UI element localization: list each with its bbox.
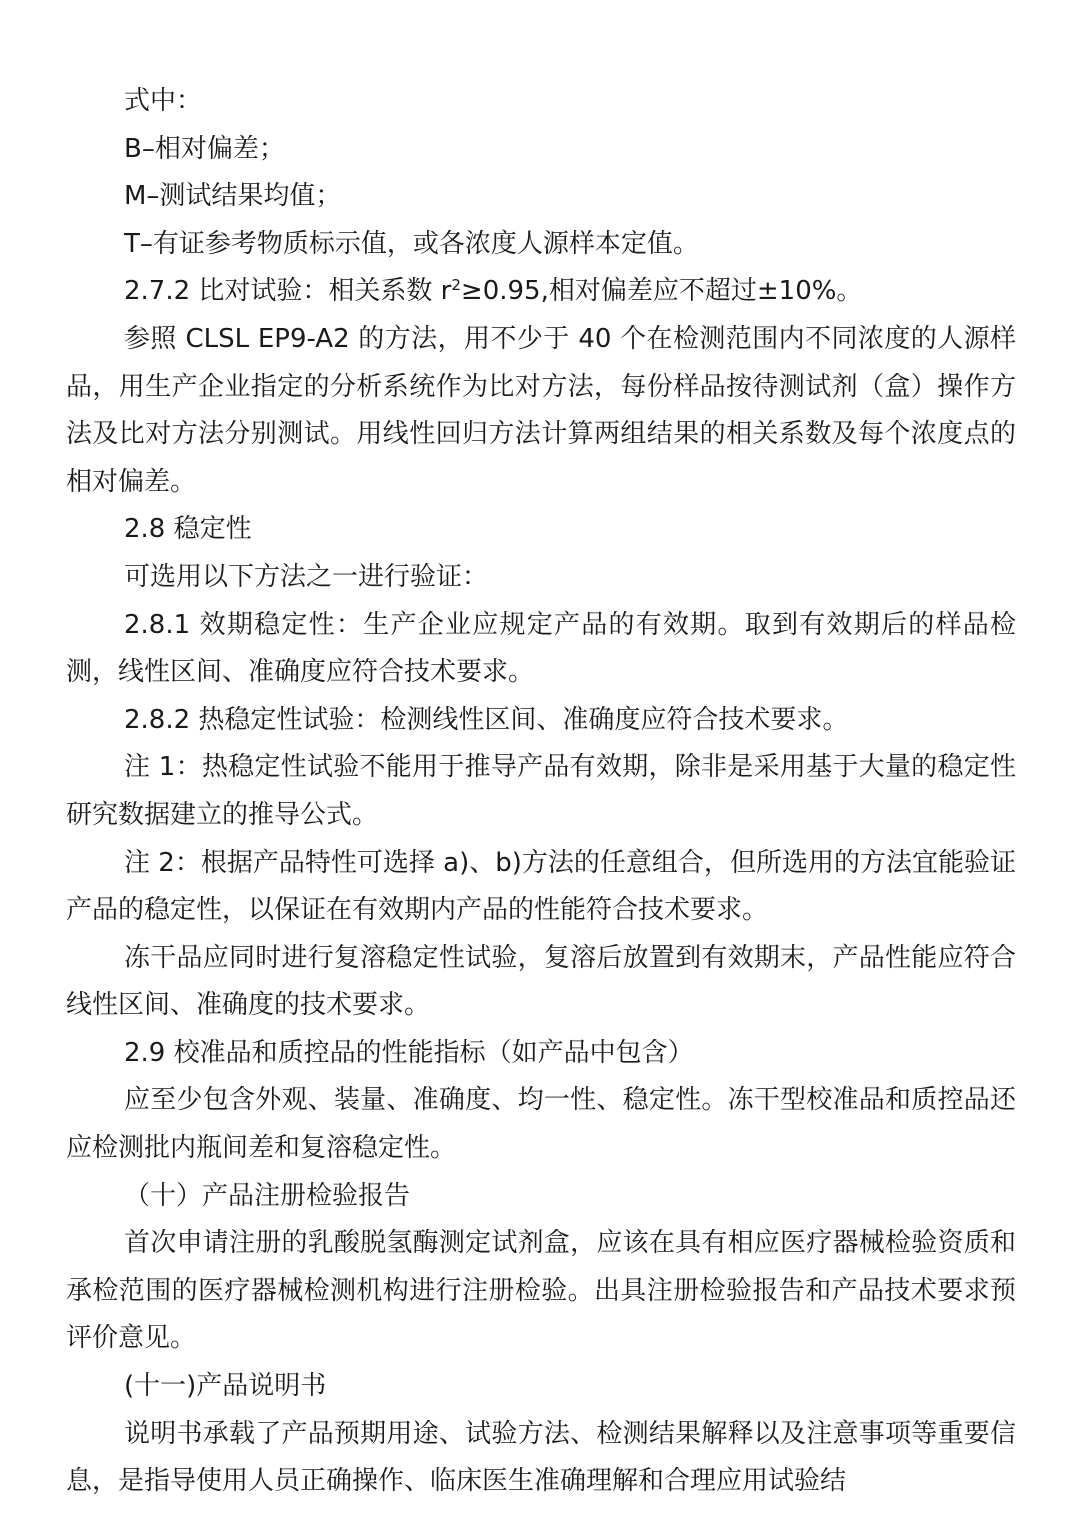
section-2-7-2 [66,268,1016,316]
document-page [66,78,1016,1506]
definition-t: T–有证参考物质标示值，或各浓度人源样本定值。 [124,228,699,259]
superscript-2: 2 [451,276,461,295]
section-2-8-2: 2.8.2 热稳定性试验：检测线性区间、准确度应符合技术要求。 [124,704,849,735]
paragraph-lyophilized: 冻干品应同时进行复溶稳定性试验，复溶后放置到有效期末，产品性能应符合线性区间、准确度的技术要求。 [66,942,1016,1021]
heading-2-9: 2.9 校准品和质控品的性能指标（如产品中包含） [124,1037,694,1068]
section-2-7-2-text-before: 2.7.2 比对试验：相关系数 r [124,276,452,307]
heading-section-11: (十一)产品说明书 [124,1371,327,1402]
paragraph-registration-testing: 首次申请注册的乳酸脱氢酶测定试剂盒，应该在具有相应医疗器械检验资质和承检范围的医疗器械检测机构进行注册检验。出具注册检验报告和产品技术要求预评价意见。 [66,1228,1016,1354]
heading-2-8: 2.8 稳定性 [124,514,252,545]
formula-where-label: 式中： [124,86,203,116]
paragraph-verification-methods: 可选用以下方法之一进行验证： [124,561,489,592]
section-2-7-2-text-after: ≥0.95,相对偏差应不超过±10%。 [460,276,863,307]
note-1: 注 1：热稳定性试验不能用于推导产品有效期，除非是采用基于大量的稳定性研究数据建立的推导公式。 [66,752,1016,830]
definition-b: B–相对偏差； [124,133,285,164]
section-2-8-1: 2.8.1 效期稳定性：生产企业应规定产品的有效期。取到有效期后的样品检测，线性区间、准确度应符合技术要求。 [66,609,1016,688]
paragraph-ep9-method: 参照 CLSL EP9-A2 的方法，用不少于 40 个在检测范围内不同浓度的人源样品，用生产企业指定的分析系统作为比对方法，每份样品按待测试剂（盒）操作方法及比对方法分别测试。用线性回归方法计算两组结果的相关系数及每个浓度点的相对偏差。 [66,323,1016,497]
paragraph-instructions: 说明书承载了产品预期用途、试验方法、检测结果解释以及注意事项等重要信息，是指导使用人员正确操作、临床医生准确理解和合理应用试验结 [66,1418,1016,1497]
heading-section-10: （十）产品注册检验报告 [124,1180,411,1211]
note-2: 注 2：根据产品特性可选择 a)、b)方法的任意组合，但所选用的方法宜能验证产品的稳定性，以保证在有效期内产品的性能符合技术要求。 [66,847,1016,926]
definition-m: M–测试结果均值； [124,181,342,212]
paragraph-calibrator-requirements: 应至少包含外观、装量、准确度、均一性、稳定性。冻干型校准品和质控品还应检测批内瓶间差和复溶稳定性。 [66,1085,1016,1164]
